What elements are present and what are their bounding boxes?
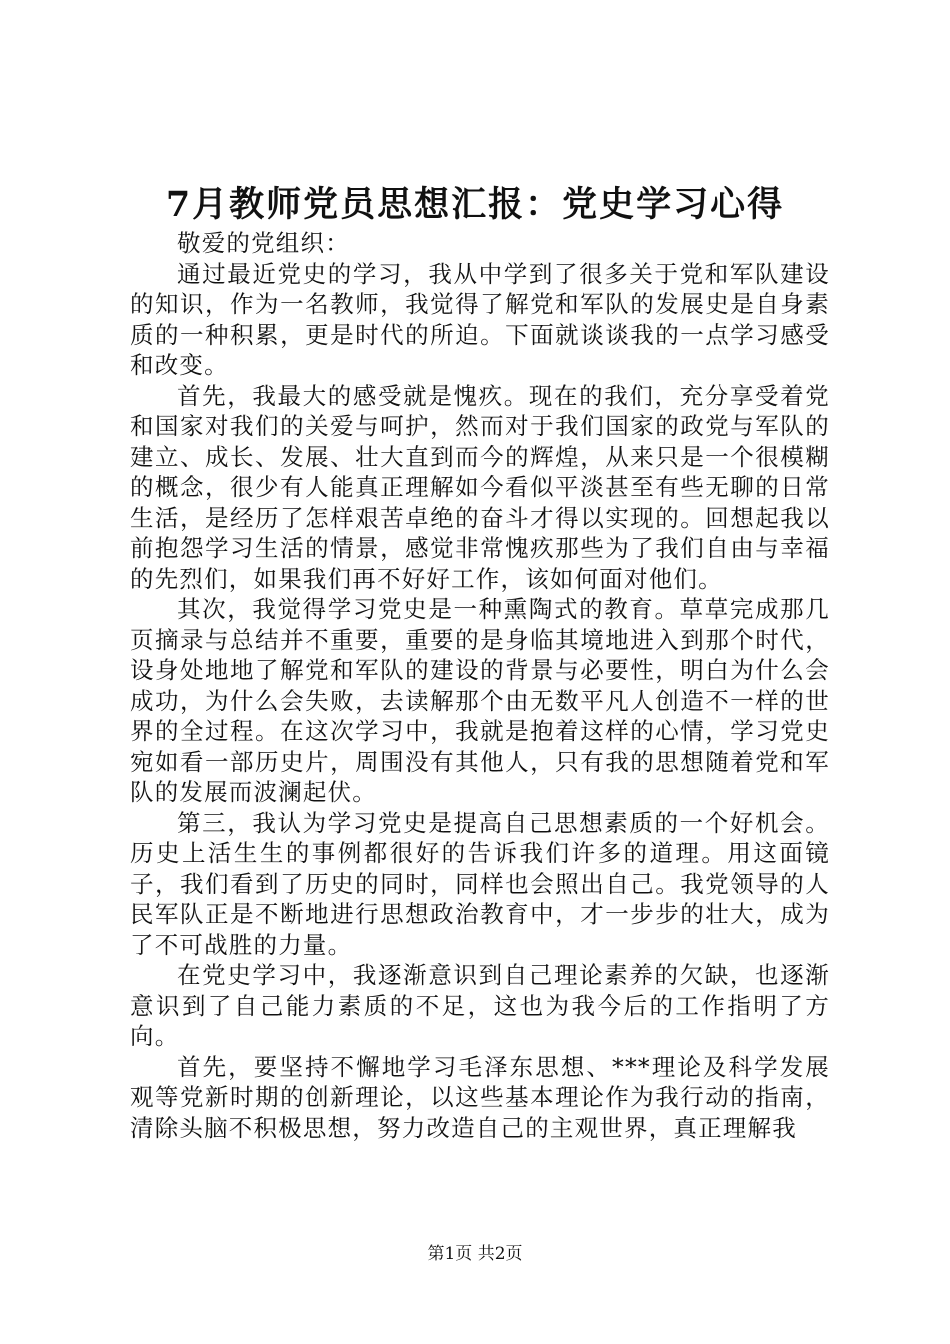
paragraph: 通过最近党史的学习，我从中学到了很多关于党和军队建设的知识，作为一名教师，我觉得了解党和军队的发展史是自身素质的一种积累，更是时代的所迫。下面就谈谈我的一点学习感受和改变。 — [130, 259, 830, 379]
paragraph: 其次，我觉得学习党史是一种熏陶式的教育。草草完成那几页摘录与总结并不重要，重要的是身临其境地进入到那个时代，设身处地地了解党和军队的建设的背景与必要性，明白为什么会成功，为什么会失败，去读解那个由无数平凡人创造不一样的世界的全过程。在这次学习中，我就是抱着这样的心情，学习党史宛如看一部历史片，周围没有其他人，只有我的思想随着党和军队的发展而波澜起伏。 — [130, 595, 830, 806]
paragraph: 首先，我最大的感受就是愧疚。现在的我们，充分享受着党和国家对我们的关爱与呵护，然而对于我们国家的政党与军队的建立、成长、发展、壮大直到而今的辉煌，从来只是一个很模糊的概念，很少有人能真正理解如今看似平淡甚至有些无聊的日常生活，是经历了怎样艰苦卓绝的奋斗才得以实现的。回想起我以前抱怨学习生活的情景，感觉非常愧疚那些为了我们自由与幸福的先烈们，如果我们再不好好工作，该如何面对他们。 — [130, 381, 830, 593]
paragraph: 第三，我认为学习党史是提高自己思想素质的一个好机会。历史上活生生的事例都很好的告诉我们许多的道理。用这面镜子，我们看到了历史的同时，同样也会照出自己。我党领导的人民军队正是不断地进行思想政治教育中，才一步步的壮大，成为了不可战胜的力量。 — [130, 808, 830, 959]
page-footer: 第1页 共2页 — [427, 1244, 523, 1264]
paragraph: 首先，要坚持不懈地学习毛泽东思想、***理论及科学发展观等党新时期的创新理论，以这些基本理论作为我行动的指南，清除头脑不积极思想，努力改造自己的主观世界，真正理解我 — [130, 1052, 830, 1142]
document-title: 7月教师党员思想汇报：党史学习心得 — [165, 184, 785, 225]
document-body — [130, 228, 830, 1143]
paragraph: 在党史学习中，我逐渐意识到自己理论素养的欠缺，也逐渐意识到了自己能力素质的不足，这也为我今后的工作指明了方向。 — [130, 961, 830, 1050]
salutation: 敬爱的党组织： — [177, 229, 350, 257]
